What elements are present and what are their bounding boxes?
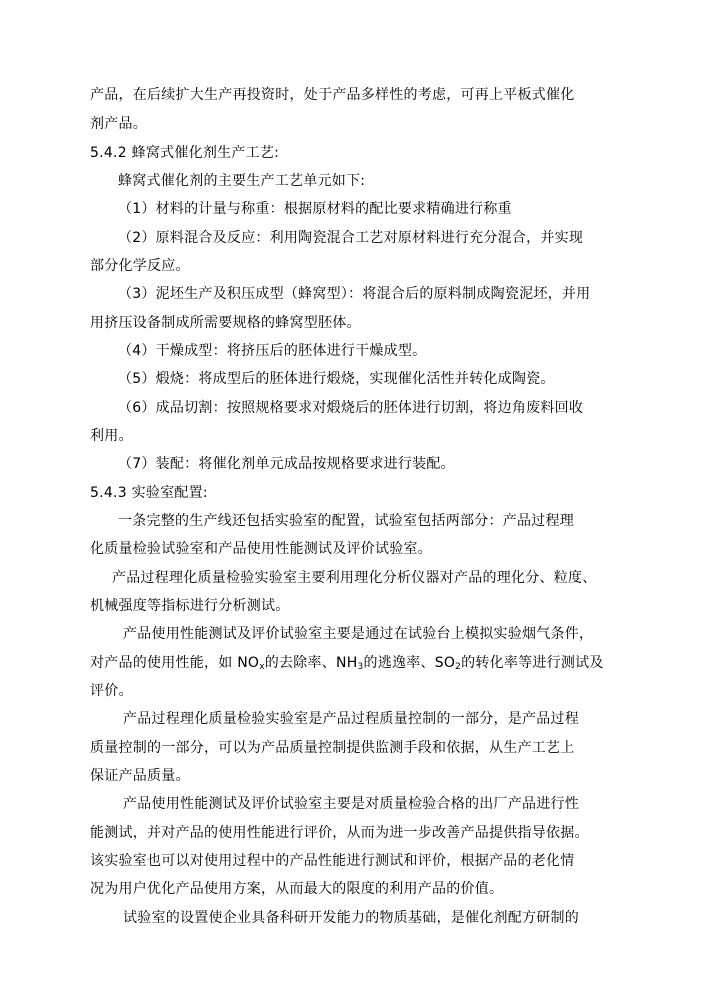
process-step-5: （5）煅烧：将成型后的胚体进行煅烧，实现催化活性并转化成陶瓷。 xyxy=(118,371,555,387)
text-segment: 的逃逸率、SO xyxy=(363,655,456,671)
section-heading-5-4-3: 5.4.3 实验室配置: xyxy=(90,485,208,501)
process-step-4: （4）干燥成型：将挤压后的胚体进行干燥成型。 xyxy=(118,343,427,359)
paragraph-line: 况为用户优化产品使用方案，从而最大的限度的利用产品的价值。 xyxy=(90,881,504,897)
paragraph-line: 剂产品。 xyxy=(90,116,147,132)
paragraph-line: 评价。 xyxy=(90,683,133,699)
section-heading-5-4-2: 5.4.2 蜂窝式催化剂生产工艺: xyxy=(90,145,280,161)
process-step-6: （6）成品切割：按照规格要求对煅烧后的胚体进行切割，将边角废料回收 xyxy=(118,400,584,416)
paragraph-line: 一条完整的生产线还包括实验室的配置，试验室包括两部分：产品过程理 xyxy=(118,513,574,529)
paragraph-line: 产品过程理化质量检验实验室是产品过程质量控制的一部分，是产品过程 xyxy=(123,711,579,727)
text-segment: 对产品的使用性能，如 NO xyxy=(90,655,260,671)
text-segment: 的转化率等进行测试及 xyxy=(461,655,604,671)
process-step-3-cont: 用挤压设备制成所需要规格的蜂窝型胚体。 xyxy=(90,315,361,331)
paragraph-line: 试验室的设置使企业具备科研开发能力的物质基础，是催化剂配方研制的 xyxy=(123,910,579,926)
subscript: x xyxy=(259,662,265,672)
process-step-6-cont: 利用。 xyxy=(90,428,133,444)
subscript: 3 xyxy=(357,662,364,672)
paragraph-line: 机械强度等指标进行分析测试。 xyxy=(90,598,290,614)
process-step-2: （2）原料混合及反应：利用陶瓷混合工艺对原材料进行充分混合，并实现 xyxy=(118,230,584,246)
process-step-2-cont: 部分化学反应。 xyxy=(90,258,190,274)
paragraph-line: 产品使用性能测试及评价试验室主要是对质量检验合格的出厂产品进行性 xyxy=(123,796,579,812)
subscript: 2 xyxy=(455,662,462,672)
process-step-7: （7）装配：将催化剂单元成品按规格要求进行装配。 xyxy=(118,456,455,472)
paragraph-line: 产品过程理化质量检验实验室主要利用理化分析仪器对产品的理化分、粒度、 xyxy=(112,570,597,586)
paragraph-line: 蜂窝式催化剂的主要生产工艺单元如下: xyxy=(118,173,366,189)
paragraph-line: 产品使用性能测试及评价试验室主要是通过在试验台上模拟实验烟气条件， xyxy=(123,626,594,642)
paragraph-line: 该实验室也可以对使用过程中的产品性能进行测试和评价，根据产品的老化情 xyxy=(90,853,575,869)
paragraph-line: 产品，在后续扩大生产再投资时，处于产品多样性的考虑，可再上平板式催化 xyxy=(90,87,575,103)
text-segment: 的去除率、NH xyxy=(264,655,358,671)
paragraph-line: 保证产品质量。 xyxy=(90,768,190,784)
paragraph-line-with-formulas xyxy=(90,654,604,672)
paragraph-line: 化质量检验试验室和产品使用性能测试及评价试验室。 xyxy=(90,541,432,557)
process-step-1: （1）材料的计量与称重：根据原材料的配比要求精确进行称重 xyxy=(118,201,512,217)
paragraph-line: 能测试，并对产品的使用性能进行评价，从而为进一步改善产品提供指导依据。 xyxy=(90,825,589,841)
process-step-3: （3）泥坯生产及积压成型（蜂窝型）：将混合后的原料制成陶瓷泥坯，并用 xyxy=(118,286,591,302)
paragraph-line: 质量控制的一部分，可以为产品质量控制提供监测手段和依据，从生产工艺上 xyxy=(90,740,575,756)
